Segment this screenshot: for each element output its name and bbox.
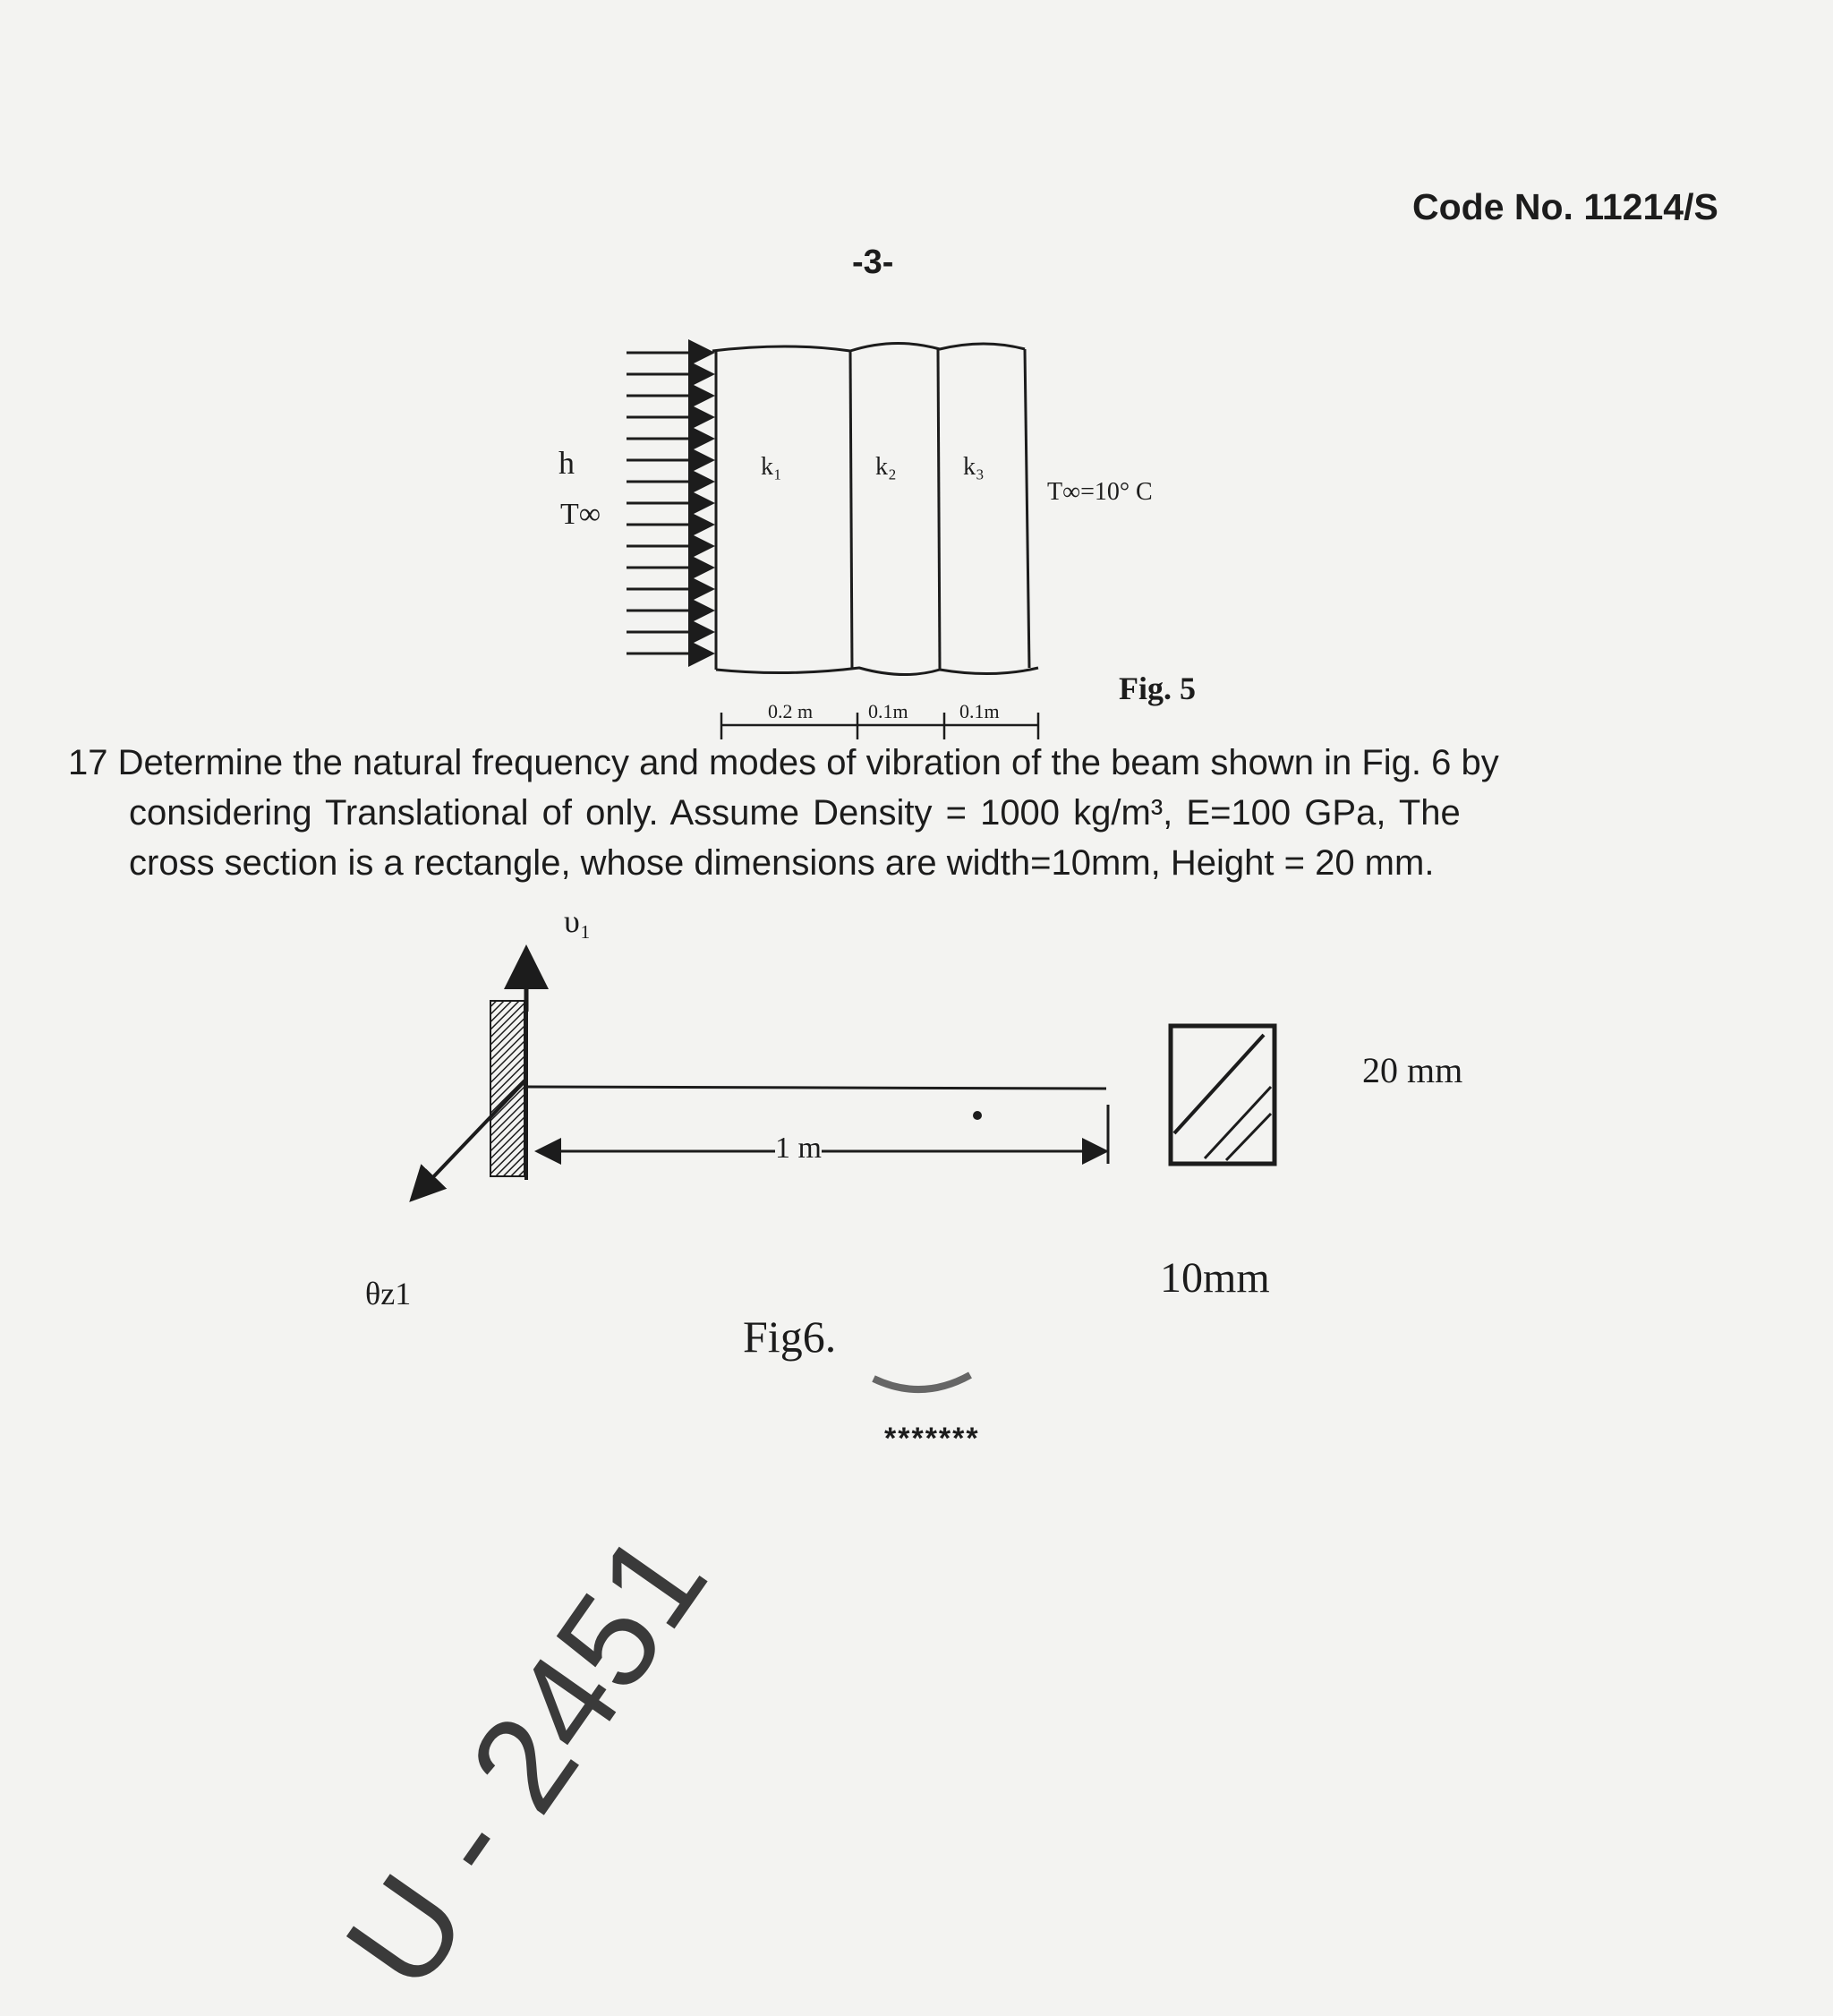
question-line-3: cross section is a rectangle, whose dimensions are width=10mm, Height = 20 mm. — [129, 843, 1435, 883]
fig5-label-h: h — [558, 445, 575, 481]
page-number: -3- — [852, 243, 894, 281]
convection-arrows — [627, 353, 712, 653]
fig5-layer-k1: k₁ — [761, 453, 782, 481]
fig6-width-label: 10mm — [1160, 1254, 1270, 1302]
fig5-dim-1: 0.2 m — [768, 700, 814, 722]
fig6-caption: Fig6. — [743, 1311, 837, 1362]
question-line-1 — [68, 743, 1499, 783]
code-number: Code No. 11214/S — [1412, 186, 1718, 227]
fig5-layer-k3: k₃ — [963, 453, 985, 481]
fig5-dim-2: 0.1m — [868, 700, 908, 722]
fig5-caption: Fig. 5 — [1119, 671, 1196, 706]
stamp-number: U - 2451 — [316, 1506, 736, 2015]
fig5-label-tinf: T∞ — [560, 498, 601, 531]
fig5-right-temp: T∞=10° C — [1047, 478, 1153, 506]
composite-wall — [712, 343, 1038, 674]
fig6-label-v1: υ₁ — [564, 903, 592, 939]
fig6-label-theta: θz1 — [365, 1276, 412, 1311]
question-number: 17 — [68, 743, 108, 782]
fig6-diagram — [412, 949, 1275, 1200]
fig5-dim-3: 0.1m — [959, 700, 1000, 722]
end-marks: ******* — [884, 1422, 980, 1456]
fig6-length-label: 1 m — [775, 1132, 822, 1165]
fig5-layer-k2: k₂ — [875, 453, 897, 481]
question-text-1: Determine the natural frequency and modes of vibration of the beam shown in Fig. 6 by — [117, 743, 1499, 782]
fig6-height-label: 20 mm — [1362, 1050, 1463, 1090]
scribble-mark — [874, 1375, 970, 1389]
cross-section — [1171, 1026, 1275, 1164]
question-line-2: considering Translational of only. Assume Density = 1000 kg/m³, E=100 GPa, The — [129, 793, 1461, 833]
beam — [526, 1087, 1106, 1089]
beam-node-dot — [973, 1111, 982, 1120]
